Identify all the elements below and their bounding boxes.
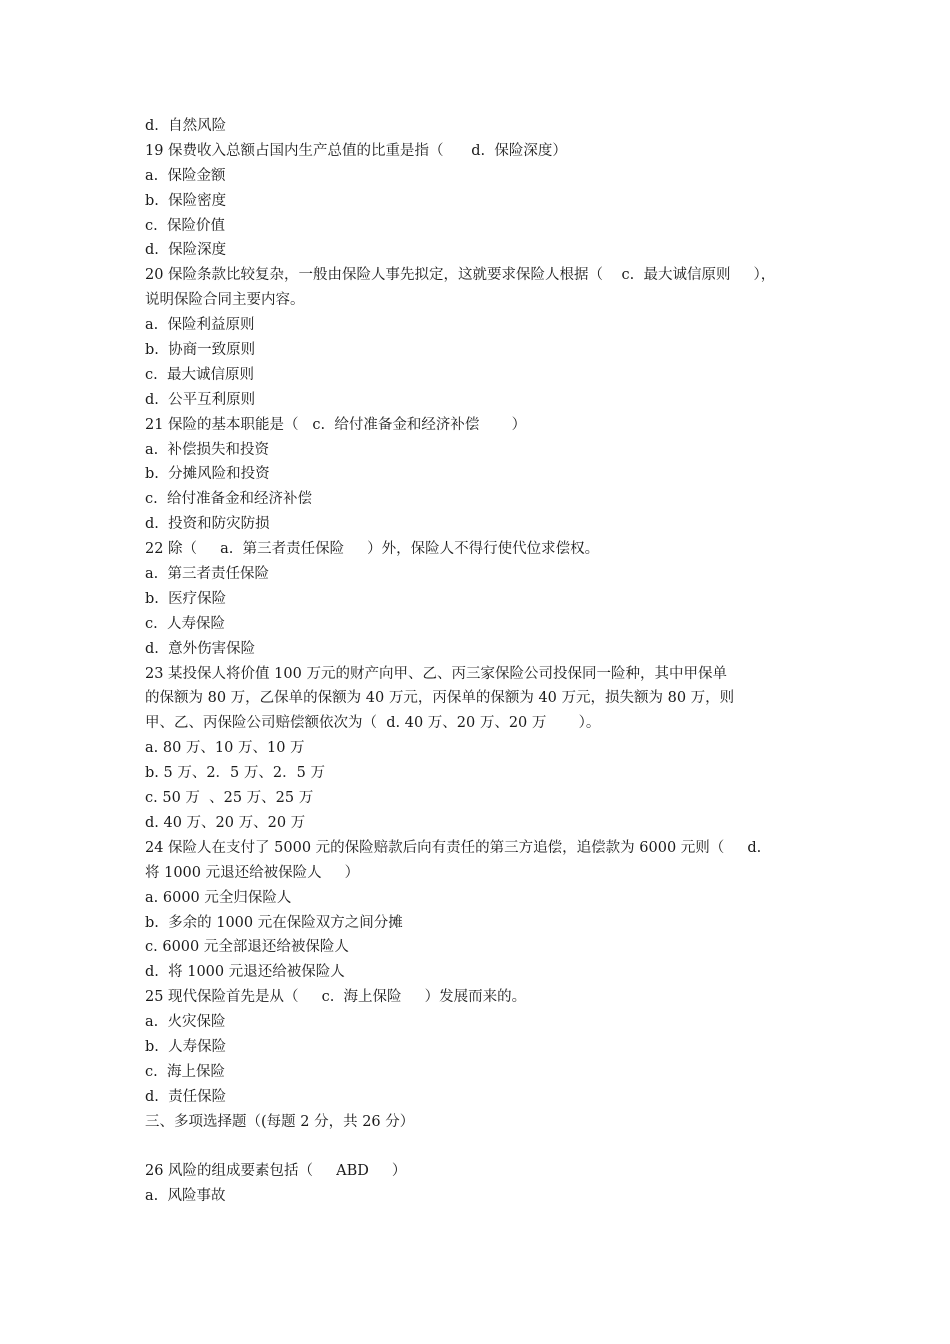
document-page bbox=[145, 114, 815, 1209]
option-line: d. 将 1000 元退还给被保险人 bbox=[145, 964, 345, 981]
question-20: 20 保险条款比较复杂，一般由保险人事先拟定，这就要求保险人根据（ c. 最大诚信原则 ）， bbox=[145, 267, 776, 284]
option-line: c. 6000 元全部退还给被保险人 bbox=[145, 939, 349, 956]
option-line: b. 协商一致原则 bbox=[145, 342, 256, 359]
option-line: c. 最大诚信原则 bbox=[145, 366, 254, 383]
question-26: 26 风险的组成要素包括（ ABD ） bbox=[145, 1163, 407, 1180]
question-23: 23 某投保人将价值 100 万元的财产向甲、乙、丙三家保险公司投保同一险种，其中甲保单 bbox=[145, 665, 727, 682]
option-line: a. 第三者责任保险 bbox=[145, 566, 269, 583]
option-line: b. 人寿保险 bbox=[145, 1038, 227, 1055]
question-23-continued: 的保额为 80 万，乙保单的保额为 40 万元，丙保单的保额为 40 万元，损失额为 80 万，则 bbox=[145, 690, 735, 707]
option-line: a. 保险金额 bbox=[145, 167, 226, 184]
option-line: c. 给付准备金和经济补偿 bbox=[145, 491, 312, 508]
option-line: c. 保险价值 bbox=[145, 217, 225, 234]
question-24-continued: 将 1000 元退还给被保险人 ） bbox=[145, 864, 360, 881]
section-heading: 三、多项选择题（(每题 2 分，共 26 分） bbox=[145, 1113, 415, 1130]
question-19: 19 保费收入总额占国内生产总值的比重是指（ d. 保险深度） bbox=[145, 142, 567, 159]
option-line: c. 50 万 、25 万、25 万 bbox=[145, 790, 314, 807]
option-line: b. 多余的 1000 元在保险双方之间分摊 bbox=[145, 914, 403, 931]
option-line: a. 保险利益原则 bbox=[145, 317, 255, 334]
option-line: a. 火灾保险 bbox=[145, 1014, 226, 1031]
blank-line bbox=[145, 1135, 815, 1160]
option-line: d. 责任保险 bbox=[145, 1088, 227, 1105]
option-line: b. 5 万、2．5 万、2．5 万 bbox=[145, 765, 325, 782]
question-25: 25 现代保险首先是从（ c. 海上保险 ）发展而来的。 bbox=[145, 989, 527, 1006]
question-20-continued: 说明保险合同主要内容。 bbox=[145, 292, 305, 309]
option-line: d. 40 万、20 万、20 万 bbox=[145, 814, 306, 831]
option-line: b. 分摊风险和投资 bbox=[145, 466, 270, 483]
option-line: a. 风险事故 bbox=[145, 1188, 226, 1205]
option-line: a. 80 万、10 万、10 万 bbox=[145, 740, 305, 757]
question-24: 24 保险人在支付了 5000 元的保险赔款后向有责任的第三方追偿，追偿款为 6000 元则（ d. bbox=[145, 839, 762, 856]
question-23-continued: 甲、乙、丙保险公司赔偿额依次为（ d. 40 万、20 万、20 万 ）。 bbox=[145, 715, 601, 732]
question-21: 21 保险的基本职能是（ c. 给付准备金和经济补偿 ） bbox=[145, 416, 527, 433]
option-line: b. 医疗保险 bbox=[145, 590, 227, 607]
option-line: b. 保险密度 bbox=[145, 192, 227, 209]
option-line: d. 投资和防灾防损 bbox=[145, 516, 270, 533]
option-line: d. 公平互利原则 bbox=[145, 391, 256, 408]
question-22: 22 除（ a. 第三者责任保险 ）外，保险人不得行使代位求偿权。 bbox=[145, 541, 600, 558]
option-line: d. 意外伤害保险 bbox=[145, 640, 256, 657]
text-line: d. 自然风险 bbox=[145, 118, 227, 134]
option-line: c. 人寿保险 bbox=[145, 615, 225, 632]
option-line: a. 6000 元全归保险人 bbox=[145, 889, 292, 906]
option-line: c. 海上保险 bbox=[145, 1063, 225, 1080]
option-line: a. 补偿损失和投资 bbox=[145, 441, 269, 458]
option-line: d. 保险深度 bbox=[145, 242, 227, 259]
